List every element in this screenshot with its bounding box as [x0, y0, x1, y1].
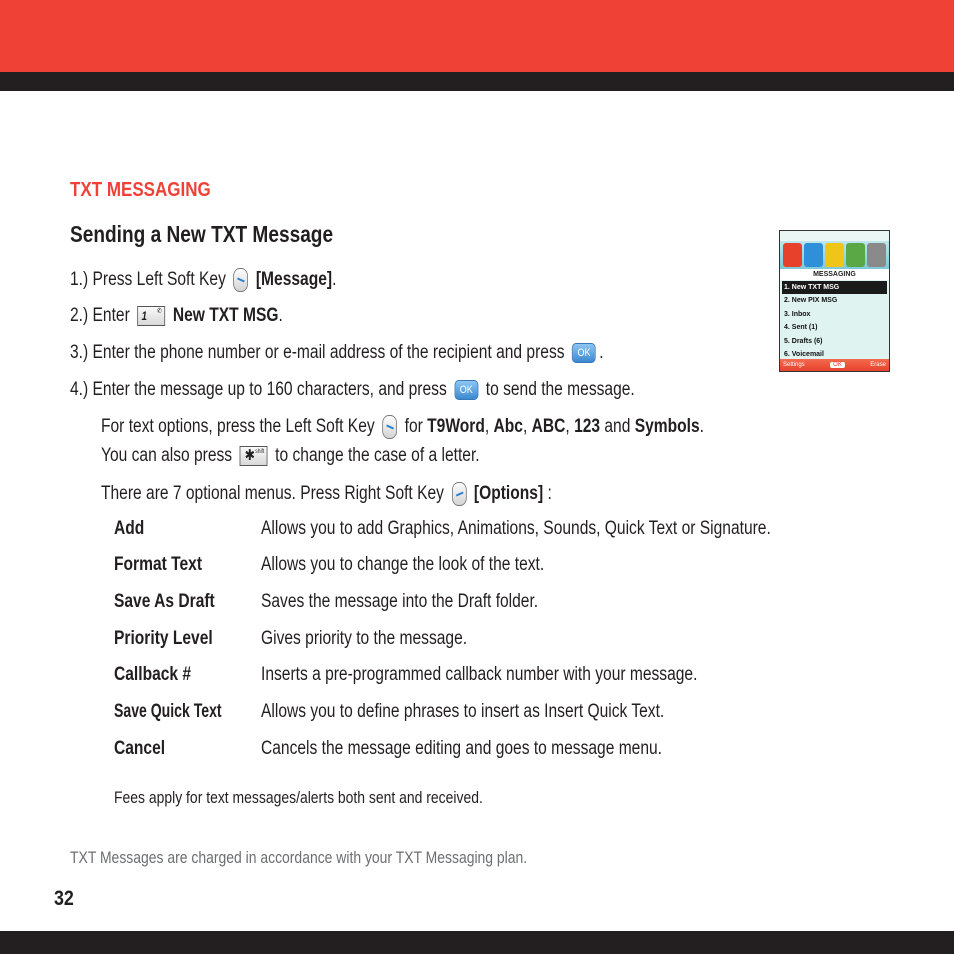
footer-note: TXT Messages are charged in accordance with your TXT Messaging plan.: [70, 848, 528, 867]
subsection-title: Sending a New TXT Message: [70, 221, 334, 247]
option-desc-cancel: Cancels the message editing and goes to message menu.: [261, 738, 663, 759]
phone-icon-2: [804, 243, 823, 267]
mode-abc-lower: Abc: [493, 416, 523, 438]
text-for: for: [404, 416, 423, 438]
phone-softkey-bar: [780, 359, 889, 371]
phone-status-bar: [780, 231, 889, 241]
option-desc-add: Allows you to add Graphics, Animations, Sounds, Quick Text or Signature.: [261, 518, 771, 539]
phone-menu-item: 6. Voicemail: [784, 350, 824, 358]
options-label: [Options]: [473, 483, 544, 505]
phone-icon-4: [846, 243, 865, 267]
option-name-add: Add: [114, 518, 145, 539]
step-tail: .: [332, 269, 337, 291]
step-text: Press Left Soft Key: [92, 269, 226, 291]
mode-t9word: T9Word: [427, 416, 485, 438]
step-2: [70, 305, 283, 327]
step-text: Enter the phone number or e-mail address of the recipient and press: [92, 342, 565, 363]
step-number: 1.): [70, 269, 89, 291]
option-name-cancel: Cancel: [114, 738, 166, 759]
step-4: [70, 379, 635, 401]
phone-center-softkey: OK: [830, 362, 845, 368]
phone-menu-item: 3. Inbox: [784, 310, 811, 318]
step-bold-text: [Message]: [255, 269, 333, 291]
option-name-callback: Callback #: [114, 664, 192, 685]
left-soft-key-icon: [234, 268, 249, 292]
phone-icon-3: [825, 243, 844, 267]
phone-menu-item: 1. New TXT MSG: [782, 281, 887, 294]
option-name-save-quick-text: Save Quick Text: [114, 701, 222, 722]
step-number: 2.): [70, 305, 89, 326]
key-1-icon: [137, 306, 165, 326]
section-title: TXT MESSAGING: [70, 179, 211, 201]
menus-intro-tail: :: [547, 483, 552, 505]
phone-left-softkey: Settings: [783, 362, 805, 368]
phone-icon-1: [783, 243, 802, 267]
phone-menu-item: 4. Sent (1): [784, 324, 818, 332]
step-text: Enter the message up to 160 characters, and press: [92, 379, 447, 400]
step-number: 3.): [70, 342, 89, 363]
option-desc-save-quick-text: Allows you to define phrases to insert as Insert Quick Text.: [261, 701, 665, 722]
option-name-format-text: Format Text: [114, 554, 203, 575]
text-options-intro: For text options, press the Left Soft Key: [101, 416, 375, 438]
menus-intro: [101, 482, 552, 506]
option-desc-callback: Inserts a pre-programmed callback number with your message.: [261, 664, 698, 685]
text-options-line: [101, 415, 704, 439]
step-bold-text: New TXT MSG: [172, 305, 279, 326]
step-text: Enter: [92, 305, 130, 326]
phone-menu-item: 5. Drafts (6): [784, 337, 823, 345]
phone-right-softkey: Erase: [870, 362, 886, 368]
option-desc-save-as-draft: Saves the message into the Draft folder.: [261, 591, 539, 612]
step-tail: .: [278, 305, 283, 326]
option-desc-priority-level: Gives priority to the message.: [261, 628, 468, 649]
right-soft-key-icon: [452, 482, 467, 506]
step-1: [70, 268, 336, 292]
fees-note: Fees apply for text messages/alerts both sent and received.: [114, 788, 483, 807]
option-name-priority-level: Priority Level: [114, 628, 213, 649]
mode-symbols: Symbols: [634, 416, 700, 438]
case-change-line: [101, 445, 480, 467]
left-soft-key-icon: [382, 415, 397, 439]
ok-key-icon: OK: [572, 343, 596, 363]
star-symbol: ✱: [244, 446, 255, 464]
step-number: 4.): [70, 379, 89, 400]
phone-screen-title: MESSAGING: [780, 269, 889, 280]
step-3: [70, 342, 604, 364]
comma: ,: [484, 416, 490, 438]
menus-intro-text: There are 7 optional menus. Press Right Soft Key: [101, 483, 444, 505]
ok-key-icon: OK: [454, 380, 478, 400]
shift-label: shift: [255, 448, 265, 455]
star-shift-key-icon: [240, 446, 268, 466]
option-name-save-as-draft: Save As Draft: [114, 591, 215, 612]
header-red-band: [0, 0, 954, 72]
phone-screen-image: [779, 230, 890, 372]
option-desc-format-text: Allows you to change the look of the text.: [261, 554, 545, 575]
case-change-tail: to change the case of a letter.: [275, 445, 480, 466]
page-number: 32: [54, 887, 74, 910]
case-change-intro: You can also press: [101, 445, 233, 466]
mode-abc-upper: ABC: [531, 416, 566, 438]
comma: ,: [565, 416, 570, 438]
footer-dark-band: [0, 931, 954, 954]
key-digit: 1: [141, 308, 147, 323]
phone-icon-5: [867, 243, 886, 267]
mode-123: 123: [574, 416, 601, 438]
comma: ,: [522, 416, 528, 438]
period: .: [699, 416, 704, 438]
text-and: and: [604, 416, 631, 438]
phone-menu-icons: [780, 241, 889, 269]
step-tail: .: [599, 342, 604, 363]
step-tail: to send the message.: [485, 379, 635, 400]
voicemail-glyph-icon: ✆: [157, 307, 162, 315]
header-dark-band: [0, 72, 954, 91]
phone-menu-item: 2. New PIX MSG: [784, 297, 838, 305]
phone-menu-list: [780, 280, 889, 362]
